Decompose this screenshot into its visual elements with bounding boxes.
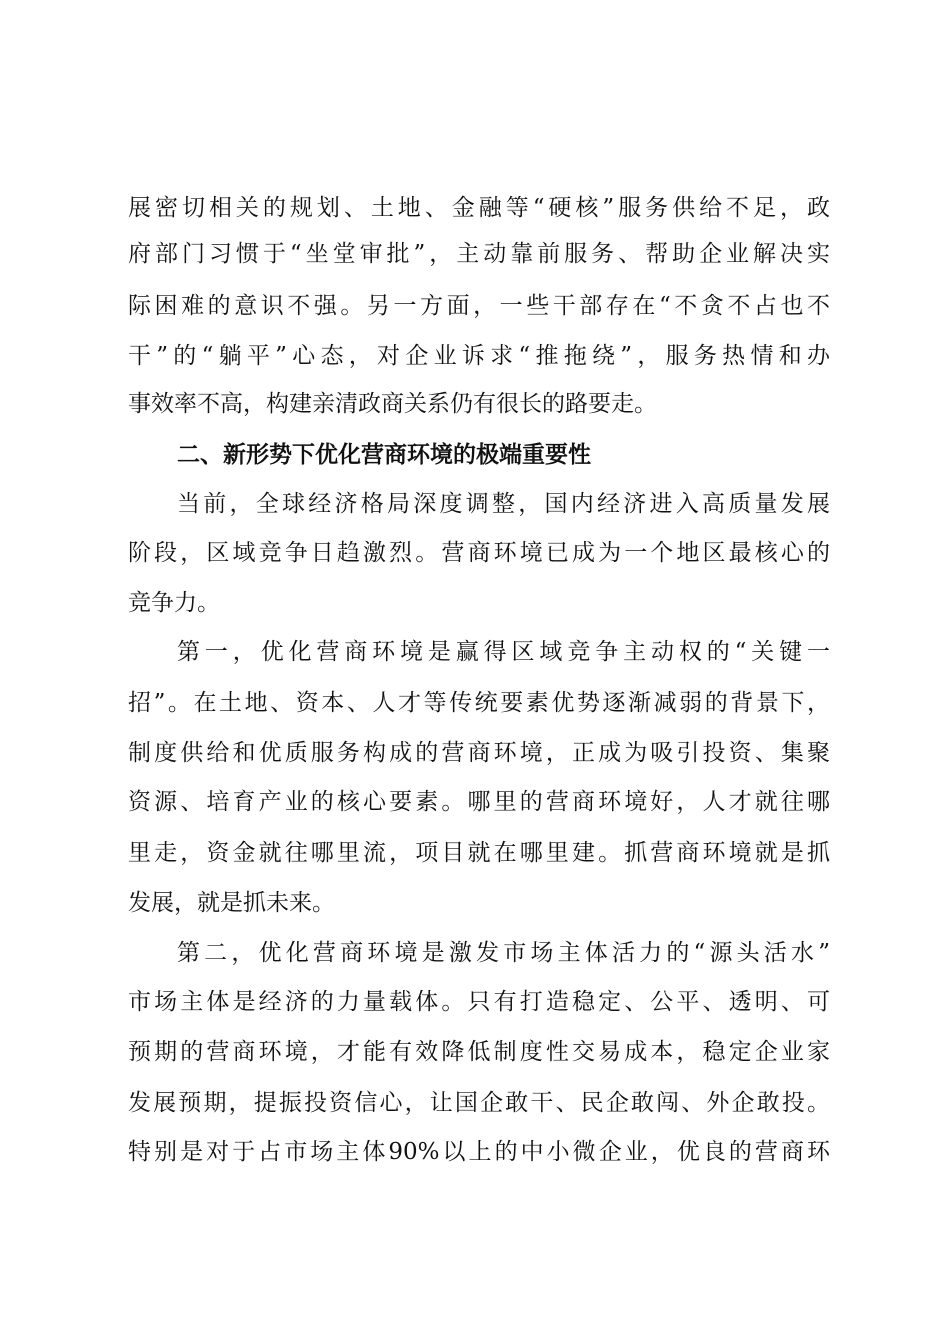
text-line: 发展，就是抓未来。 [128,890,335,916]
text-line: 制度供给和优质服务构成的营商环境，正成为吸引投资、集聚 [128,740,830,766]
section-heading: 二、新形势下优化营商环境的极端重要性 [177,442,591,468]
text-line: 府部门习惯于“坐堂审批”，主动靠前服务、帮助企业解决实 [128,241,830,267]
text-line: 里走，资金就往哪里流，项目就在哪里建。抓营商环境就是抓 [128,840,830,866]
text-line: 干”的“躺平”心态，对企业诉求“推拖绕”，服务热情和办 [128,343,830,369]
text-line: 资源、培育产业的核心要素。哪里的营商环境好，人才就往哪 [128,789,830,815]
text-line: 特别是对于占市场主体90%以上的中小微企业，优良的营商环 [128,1139,830,1165]
text-line: 阶段，区域竞争日趋激烈。营商环境已成为一个地区最核心的 [128,540,830,566]
text-line: 预期的营商环境，才能有效降低制度性交易成本，稳定企业家 [128,1039,830,1065]
text-line: 市场主体是经济的力量载体。只有打造稳定、公平、透明、可 [128,989,830,1015]
text-line: 第一，优化营商环境是赢得区域竞争主动权的“关键一 [177,639,830,665]
text-line: 事效率不高，构建亲清政商关系仍有很长的路要走。 [128,391,657,417]
text-line: 际困难的意识不强。另一方面，一些干部存在“不贪不占也不 [128,293,830,319]
text-line: 展密切相关的规划、土地、金融等“硬核”服务供给不足，政 [128,195,830,221]
text-line: 招”。在土地、资本、人才等传统要素优势逐渐减弱的背景下， [128,690,830,716]
text-line: 发展预期，提振投资信心，让国企敢干、民企敢闯、外企敢投。 [128,1090,830,1116]
text-line: 第二，优化营商环境是激发市场主体活力的“源头活水” [177,940,830,966]
text-line: 竞争力。 [128,590,220,616]
text-line: 当前，全球经济格局深度调整，国内经济进入高质量发展 [177,491,830,517]
